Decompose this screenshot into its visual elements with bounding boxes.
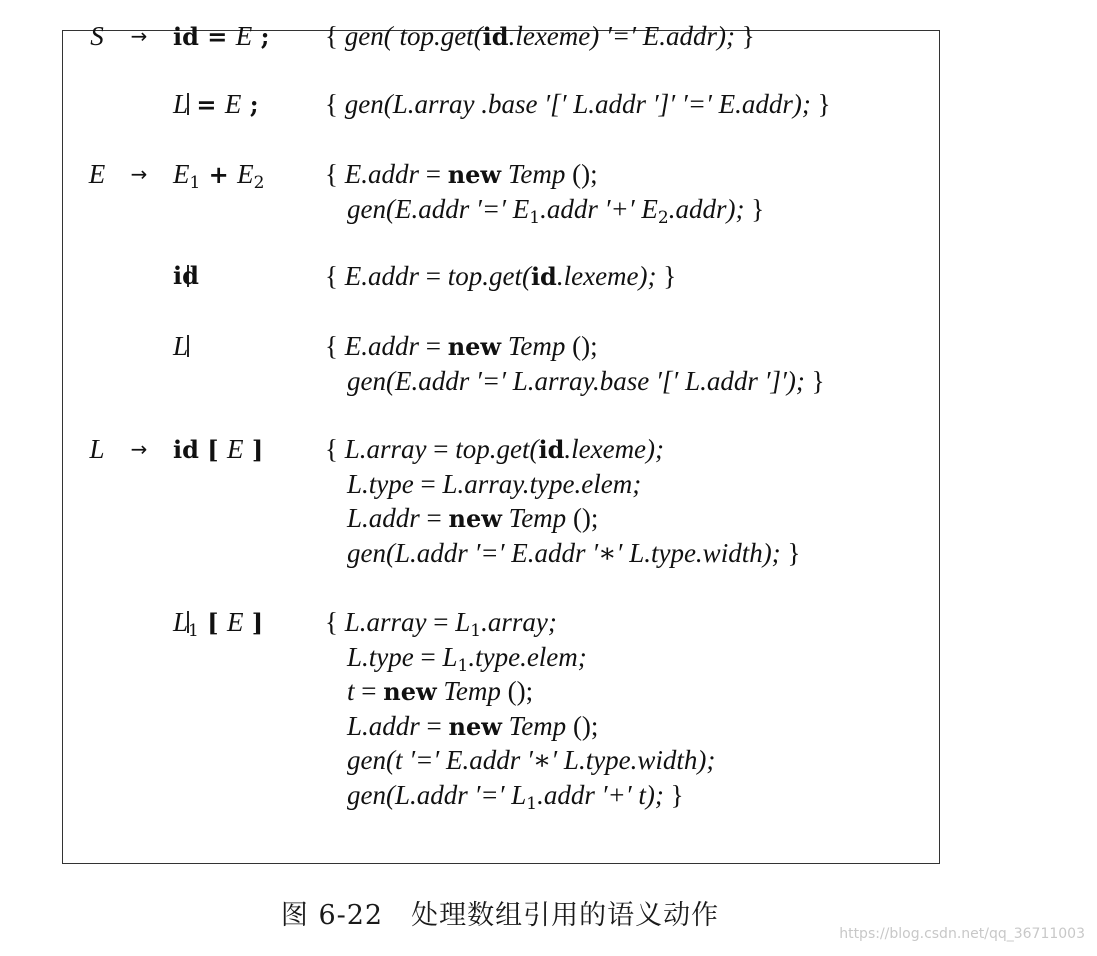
action-line [325,329,825,364]
figure.rules.4.action.0-seg: new [447,332,502,361]
figure.rules.5.action.2-seg: = [419,503,449,533]
figure.rules.0.rhs-seg: = [198,22,236,51]
action-line [325,674,715,709]
figure.rules.5.rhs-seg: ] [243,435,264,464]
figure.rules.6.action.4-seg: gen(t ′=′ E.addr ′∗′ L.type.width); [347,745,716,775]
figure.rules.6.rhs-seg: 1 [188,621,199,641]
figure.rules.2.action.1-seg: .addr); [668,193,752,224]
figure.rules.1.rhs-seg: ; [241,90,259,119]
figure.rules.6.action.2-seg: new [383,677,437,706]
action-line [325,192,764,227]
figure.rules.6.action.5-seg: 1 [526,793,538,814]
figure.rules.2.action.1-seg: .addr ′+′ E [540,193,658,224]
figure.rules.5.action.0-seg: id [538,435,565,464]
figure.rules.6.action.5-seg: } [670,779,684,810]
figure.rules.3.action.0-seg: top.get( [447,261,531,291]
figure.rules.4.action.0-seg: = [418,331,448,361]
figure.rules.2.rhs-seg: 1 [189,173,201,193]
semantic-action [325,87,831,122]
figure.rules.4.action.0-seg: E.addr [344,331,419,361]
figure.rules.5.action.1-seg: L.array.type.elem; [442,468,642,499]
figure.rules.2.action.1-seg: 1 [529,207,541,228]
rule-rhs [173,434,263,465]
figure.rules.6.action.1-seg: 1 [457,655,469,676]
figure.rules.6.action.1-seg: .type.elem; [468,641,587,672]
figure.rules.0.rhs-seg: E [235,21,253,51]
figure.rules.6.action.0-seg: { [325,607,345,637]
rule-arrow: → [130,24,148,48]
rule-rhs [173,331,188,362]
figure.rules.0.rhs-seg: id [173,22,199,51]
figure.rules.2.rhs-seg: E [173,159,190,189]
figure.rules.4.action.0-seg: Temp [501,331,566,361]
figure.rules.2.action.0-seg: = [418,159,448,189]
figure.rules.4.action.0-seg: (); [565,331,598,361]
figure.rules.3.action.0-seg: .lexeme); [556,261,664,291]
figure.rules.0.action.0-seg: gen( top.get( [344,21,483,51]
figure.rules.5.rhs-seg: [ [198,435,227,464]
figure.rules.5.action.2-seg: (); [566,503,599,533]
action-line [325,743,715,778]
figure.rules.6.action.2-seg: t [347,676,355,706]
figure.rules.2.action.1-seg: gen(E.addr ′=′ E [347,193,530,224]
rule-rhs [173,159,264,198]
figure.rules.6.action.3-seg: L.addr [347,710,420,741]
figure.rules.5.action.0-seg: { [325,434,345,464]
figure.rules.0.action.0-seg: } [741,21,755,51]
figure.rules.6.action.0-seg: = [426,607,456,637]
figure.rules.1.action.0-seg: { [325,89,345,119]
action-line [325,778,715,813]
action-line [325,19,755,54]
figure.rules.5.action.2-seg: Temp [501,503,567,533]
figure.rules.6.action.0-seg: L [455,607,471,637]
figure.rules.3.action.0-seg: = [418,261,448,291]
action-line [325,640,715,675]
figure.rules.6.action.3-seg: Temp [501,710,567,741]
figure.rules.5.rhs-seg: id [173,435,199,464]
figure.rules.5.rhs-seg: E [226,434,244,464]
figure.rules.3.action.0-seg: E.addr [344,261,419,291]
figure.rules.6.action.2-seg: = [354,676,384,706]
figure.rules.5.action.0-seg: = [426,434,456,464]
figure.rules.6.action.1-seg: L [442,641,458,672]
figure.rules.2.rhs-seg: + [200,160,238,189]
semantic-action [325,605,715,812]
watermark: https://blog.csdn.net/qq_36711003 [839,926,1085,942]
semantic-action [325,259,676,294]
figure.rules.6.action.0-seg: L.array [344,607,427,637]
figure.rules.3.action.0-seg: { [325,261,345,291]
rule-arrow: → [130,162,148,186]
rule-rhs [173,607,263,646]
figure.rules.6.action.0-seg: 1 [470,621,482,641]
rule-lhs: E [88,159,106,189]
figure.rules.2.action.0-seg: (); [565,159,598,189]
figure.rules.5.action.0-seg: .lexeme); [564,434,665,464]
figure.rules.5.action.0-seg: top.get( [455,434,539,464]
figure.rules.2.action.0-seg: Temp [501,159,566,189]
figure.rules.5.action.2-seg: new [448,504,502,533]
figure.rules.1.rhs-seg: E [224,89,242,119]
figure.rules.6.rhs-seg: E [226,607,244,637]
figure.rules.0.action.0-seg: .lexeme) ′=′ E.addr); [508,21,742,51]
action-line [325,432,800,467]
figure.rules.6.rhs-seg: [ [198,608,227,637]
figure.rules.6.action.3-seg: new [448,711,502,741]
rule-lhs: L [89,434,105,464]
figure.rules.4.rhs-seg: L [173,331,189,361]
figure.rules.0.rhs-seg: ; [252,22,270,51]
semantic-action [325,157,764,226]
figure.rules.2.action.1-seg: } [751,193,765,224]
figure.rules.5.action.2-seg: L.addr [347,503,420,533]
action-line [325,259,676,294]
action-line [325,467,800,502]
figure.rules.1.action.0-seg: gen(L.array .base ′[′ L.addr ′]′ ′=′ E.addr); [344,89,818,119]
figure.rules.2.action.0-seg: { [325,159,345,189]
figure.rules.5.action.1-seg: = [413,468,443,499]
figure.rules.3.action.0-seg: } [663,261,677,291]
figure-caption: 图 6-22 处理数组引用的语义动作 [280,900,720,931]
action-line [325,87,831,122]
figure.rules.5.action.0-seg: L.array [344,434,427,464]
figure.rules.4.action.0-seg: { [325,331,345,361]
figure.rules.6.action.1-seg: L.type [347,641,414,672]
rule-rhs [173,261,199,291]
figure.rules.0.action.0-seg: { [325,21,345,51]
figure.rules.5.action.3-seg: gen(L.addr ′=′ E.addr ′∗′ L.type.width); [347,537,788,568]
figure.rules.6.action.2-seg: (); [500,676,534,706]
semantic-action [325,432,800,570]
figure.rules.5.action.3-seg: } [787,537,801,568]
figure.rules.2.rhs-seg: 2 [253,173,265,193]
figure.rules.4.action.1-seg: gen(E.addr ′=′ L.array.base ′[′ L.addr ′]′); [347,365,812,396]
figure.rules.6.rhs-seg: ] [243,608,264,637]
figure.rules.6.action.2-seg: Temp [436,676,501,706]
semantic-action [325,329,825,398]
action-line [325,157,764,192]
figure.rules.6.action.1-seg: = [413,641,443,672]
figure.rules.1.rhs-seg: L [173,89,189,119]
figure.rules.1.rhs-seg: = [188,90,225,119]
rule-arrow: → [130,437,148,461]
figure.rules.5.action.1-seg: L.type [347,468,414,499]
figure.rules.4.action.1-seg: } [811,365,825,396]
figure.rules.0.action.0-seg: id [482,22,509,51]
sdd-figure-frame [62,21,940,864]
figure.rules.6.action.3-seg: (); [566,710,599,741]
action-line [325,501,800,536]
semantic-action [325,19,755,54]
figure.rules.6.rhs-seg: L [173,607,189,637]
figure.rules.6.action.3-seg: = [419,710,449,741]
figure.rules.3.action.0-seg: id [530,262,557,291]
rule-lhs: S [90,21,104,51]
action-line [325,536,800,571]
figure.rules.6.action.5-seg: gen(L.addr ′=′ L [347,779,527,810]
figure.rules.2.rhs-seg: E [237,159,254,189]
rule-rhs [173,89,259,120]
action-line [325,364,825,399]
figure.rules.2.action.1-seg: 2 [657,207,669,228]
figure.rules.6.action.5-seg: .addr ′+′ t); [537,779,671,810]
action-line [325,709,715,744]
rule-rhs [173,21,269,52]
action-line [325,605,715,640]
figure.rules.3.rhs-seg: id [173,261,199,290]
figure.rules.2.action.0-seg: new [447,160,502,189]
figure.rules.1.action.0-seg: } [817,89,831,119]
figure.rules.6.action.0-seg: .array; [481,607,557,637]
figure.rules.2.action.0-seg: E.addr [344,159,419,189]
